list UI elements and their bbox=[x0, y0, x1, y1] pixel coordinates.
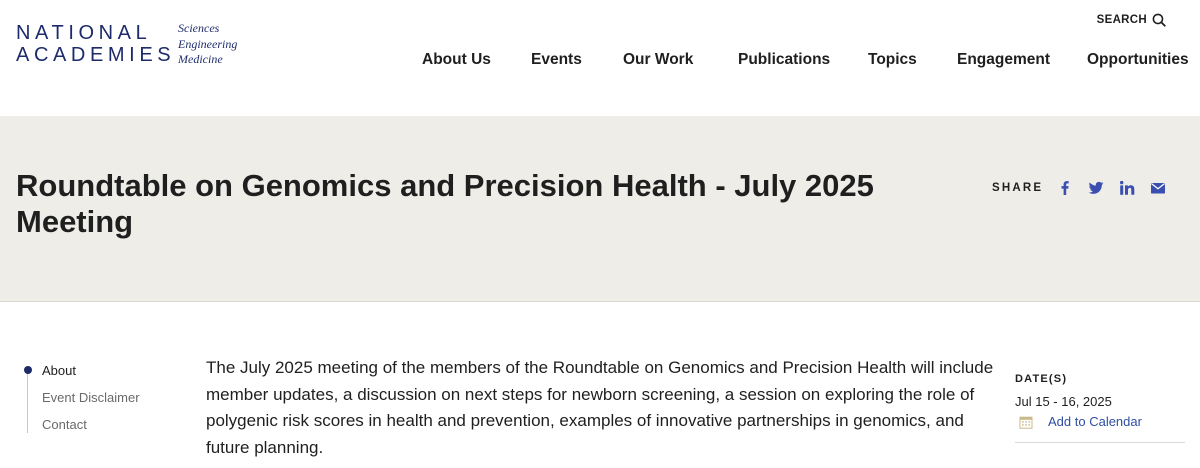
nav-topics[interactable]: Topics bbox=[868, 51, 917, 68]
add-to-calendar-label: Add to Calendar bbox=[1048, 414, 1142, 429]
dates-label: DATE(S) bbox=[1015, 373, 1068, 385]
search-icon bbox=[1152, 13, 1166, 27]
share-label: SHARE bbox=[992, 182, 1044, 194]
linkedin-icon[interactable] bbox=[1119, 180, 1135, 196]
nav-events[interactable]: Events bbox=[531, 51, 582, 68]
event-dates-panel bbox=[1015, 373, 1185, 443]
event-description: The July 2025 meeting of the members of the Roundtable on Genomics and Precision Health will include member updates, a discussion on next steps for newborn screening, a session on exploring the role of polygenic risk scores in health and prevention, examples of innovative partnerships in genomics, and future planning. bbox=[206, 358, 994, 457]
twitter-icon[interactable] bbox=[1088, 180, 1104, 196]
side-nav-about[interactable]: About bbox=[42, 363, 76, 378]
nav-publications[interactable]: Publications bbox=[738, 51, 831, 68]
nav-about-us[interactable]: About Us bbox=[422, 51, 491, 68]
add-to-calendar-link[interactable] bbox=[1015, 414, 1185, 429]
calendar-icon bbox=[1019, 415, 1033, 429]
search-label: SEARCH bbox=[1096, 14, 1147, 26]
nav-engagement[interactable]: Engagement bbox=[957, 51, 1051, 68]
event-side-nav bbox=[24, 357, 184, 438]
dates-value: Jul 15 - 16, 2025 bbox=[1015, 394, 1112, 409]
logo-sub-engineering: Engineering bbox=[178, 36, 238, 51]
side-nav-contact[interactable]: Contact bbox=[42, 417, 87, 432]
email-icon[interactable] bbox=[1150, 180, 1166, 196]
logo-line-academies: ACADEMIES bbox=[16, 44, 176, 66]
page-title: Roundtable on Genomics and Precision Health - July 2025 Meeting bbox=[16, 168, 874, 239]
logo-sub-medicine: Medicine bbox=[178, 52, 223, 66]
nav-opportunities[interactable]: Opportunities bbox=[1087, 51, 1189, 68]
facebook-icon[interactable] bbox=[1057, 180, 1073, 196]
side-nav-event-disclaimer[interactable]: Event Disclaimer bbox=[42, 390, 140, 405]
dates-divider bbox=[1015, 442, 1185, 443]
share-bar bbox=[992, 180, 1181, 196]
logo-line-national: NATIONAL bbox=[16, 22, 152, 44]
nav-our-work[interactable]: Our Work bbox=[623, 51, 694, 68]
site-header bbox=[0, 0, 1200, 116]
main-nav bbox=[0, 51, 1200, 71]
logo-sub-sciences: Sciences bbox=[178, 21, 220, 35]
page-hero bbox=[0, 116, 1200, 302]
search-button[interactable] bbox=[1097, 11, 1166, 29]
